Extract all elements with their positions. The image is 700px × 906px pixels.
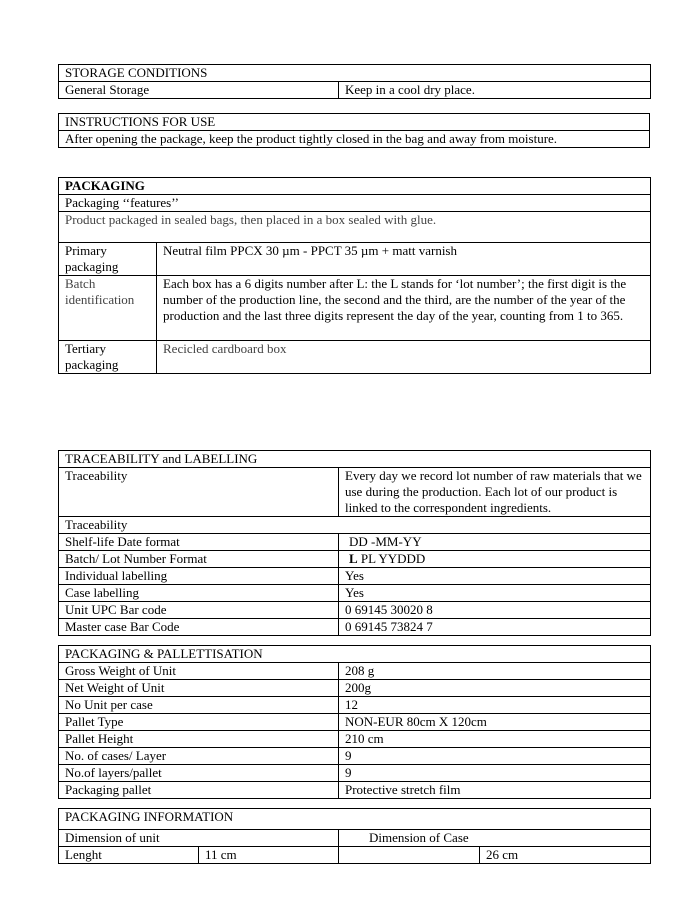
unit-upc-value: 0 69145 30020 8 [339, 602, 651, 619]
layers-per-pallet-label: No.of layers/pallet [59, 765, 339, 782]
shelf-life-label: Shelf-life Date format [59, 534, 339, 551]
primary-packaging-label: Primary packaging [59, 243, 157, 276]
gross-weight-label: Gross Weight of Unit [59, 663, 339, 680]
net-weight-label: Net Weight of Unit [59, 680, 339, 697]
length-label: Lenght [59, 847, 199, 864]
pallet-height-label: Pallet Height [59, 731, 339, 748]
unit-upc-label: Unit UPC Bar code [59, 602, 339, 619]
instructions-title: INSTRUCTIONS FOR USE [59, 114, 650, 131]
length-case-label-empty [339, 847, 480, 864]
instructions-table [58, 113, 650, 148]
cases-per-layer-value: 9 [339, 748, 651, 765]
batch-identification-label: Batch identification [59, 276, 157, 341]
pallet-height-value: 210 cm [339, 731, 651, 748]
individual-labelling-label: Individual labelling [59, 568, 339, 585]
batch-identification-value: Each box has a 6 digits number after L: the L stands for ‘lot number’; the first digit is the number of the production line, the second and the third, are the number of the year of the production and the last three digits represent the day of the year, counting from 1 to 365. [157, 276, 651, 341]
master-case-label: Master case Bar Code [59, 619, 339, 636]
units-per-case-value: 12 [339, 697, 651, 714]
packaging-pallet-label: Packaging pallet [59, 782, 339, 799]
case-labelling-value: Yes [339, 585, 651, 602]
traceability-title: TRACEABILITY and LABELLING [59, 451, 651, 468]
pallet-type-value: NON-EUR 80cm X 120cm [339, 714, 651, 731]
primary-packaging-value: Neutral film PPCX 30 µm - PPCT 35 µm + matt varnish [157, 243, 651, 276]
packaging-features-text: Product packaged in sealed bags, then placed in a box sealed with glue. [59, 212, 651, 243]
pallettisation-table [58, 645, 651, 799]
tertiary-packaging-value: Recicled cardboard box [157, 341, 651, 374]
general-storage-label: General Storage [59, 82, 339, 99]
packaging-title: PACKAGING [59, 178, 651, 195]
storage-conditions-table [58, 64, 651, 99]
lot-format-value: L PL YYDDD [339, 551, 651, 568]
general-storage-value: Keep in a cool dry place. [339, 82, 651, 99]
traceability-label: Traceability [59, 468, 339, 517]
cases-per-layer-label: No. of cases/ Layer [59, 748, 339, 765]
packaging-table [58, 177, 651, 374]
master-case-value: 0 69145 73824 7 [339, 619, 651, 636]
packaging-features-label: Packaging ‘‘features’’ [59, 195, 651, 212]
pallet-type-label: Pallet Type [59, 714, 339, 731]
layers-per-pallet-value: 9 [339, 765, 651, 782]
length-case-value: 26 cm [480, 847, 651, 864]
pallettisation-title: PACKAGING & PALLETTISATION [59, 646, 651, 663]
individual-labelling-value: Yes [339, 568, 651, 585]
dimension-case-header: Dimension of Case [339, 830, 651, 847]
storage-title: STORAGE CONDITIONS [59, 65, 651, 82]
length-unit-value: 11 cm [199, 847, 339, 864]
instructions-text: After opening the package, keep the product tightly closed in the bag and away from moisture. [59, 131, 650, 148]
net-weight-value: 200g [339, 680, 651, 697]
traceability-label-2: Traceability [59, 517, 651, 534]
case-labelling-label: Case labelling [59, 585, 339, 602]
packaging-info-title: PACKAGING INFORMATION [59, 809, 651, 830]
tertiary-packaging-label: Tertiary packaging [59, 341, 157, 374]
traceability-table [58, 450, 651, 636]
gross-weight-value: 208 g [339, 663, 651, 680]
traceability-value: Every day we record lot number of raw materials that we use during the production. Each lot of our product is linked to the correspondent ingredients. [339, 468, 651, 517]
lot-format-label: Batch/ Lot Number Format [59, 551, 339, 568]
packaging-info-table [58, 808, 651, 864]
packaging-pallet-value: Protective stretch film [339, 782, 651, 799]
shelf-life-value: DD -MM-YY [339, 534, 651, 551]
dimension-unit-header: Dimension of unit [59, 830, 339, 847]
units-per-case-label: No Unit per case [59, 697, 339, 714]
